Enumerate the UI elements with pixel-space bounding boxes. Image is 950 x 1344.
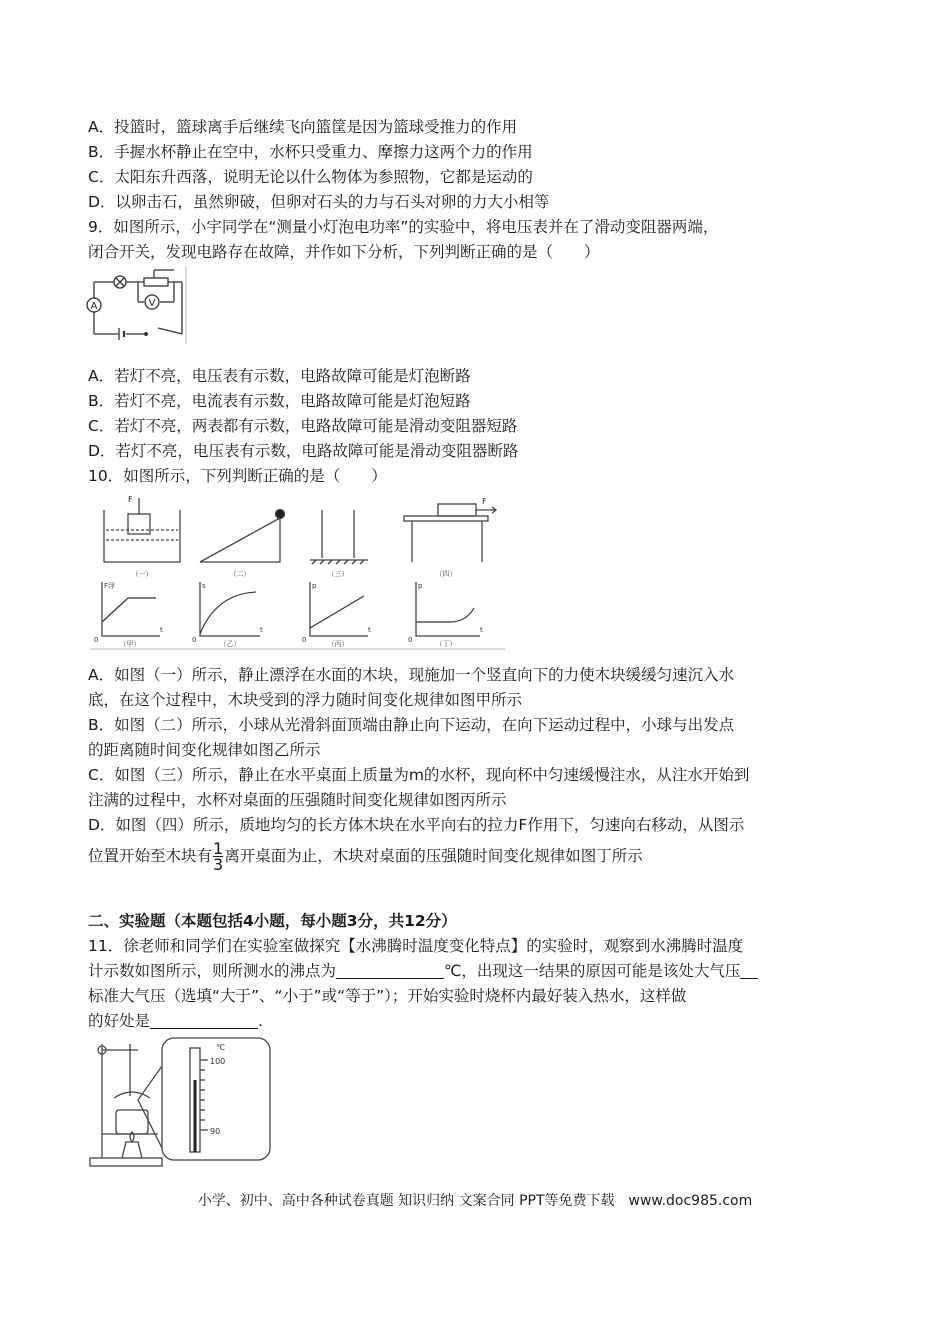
q10-option-d-line2 <box>88 841 643 872</box>
q10-curve-jia <box>102 598 156 622</box>
q10-graph-x-ding: t <box>480 626 483 634</box>
q10-option-c-line1: C．如图（三）所示，静止在水平桌面上质量为m的水杯，现向杯中匀速缓慢注水，从注水开始到 <box>88 766 750 784</box>
q9-option-a: A．若灯不亮，电压表有示数，电路故障可能是灯泡断路 <box>88 367 471 385</box>
q10-figure <box>90 490 505 650</box>
q9-circuit-figure <box>84 266 194 344</box>
q9-option-d: D．若灯不亮，电压表有示数，电路故障可能是滑动变阻器断路 <box>88 442 519 460</box>
q10-label-2: （二） <box>229 570 251 578</box>
q10-label-3: （三） <box>327 570 349 578</box>
q11-boiling-point-blank[interactable] <box>336 962 444 979</box>
q11-line2 <box>88 960 758 982</box>
q10-force-label-4: F <box>482 497 487 506</box>
q11-line4 <box>88 1010 263 1032</box>
q10-label-bing: （丙） <box>327 640 349 648</box>
q10-force-label-1: F <box>128 495 133 504</box>
q9-option-b: B．若灯不亮，电流表有示数，电路故障可能是灯泡短路 <box>88 392 471 410</box>
q10-option-d-line2-end: 离开桌面为止，木块对桌面的压强随时间变化规律如图丁所示 <box>224 847 643 865</box>
section-2-title: 二、实验题（本题包括4小题，每小题3分，共12分） <box>88 912 457 930</box>
q10-graph-y-ding: p <box>418 582 423 590</box>
q10-label-4: （四） <box>435 570 457 578</box>
q10-label-ding: （丁） <box>435 640 457 648</box>
q10-graph-x-yi: t <box>260 626 263 634</box>
voltmeter-label: V <box>148 298 156 309</box>
fraction-denominator: 3 <box>213 855 224 874</box>
fraction-numerator: 1 <box>213 839 224 858</box>
q10-stem: 10．如图所示，下列判断正确的是（ ） <box>88 467 387 485</box>
q10-graph-y-bing: p <box>312 582 317 590</box>
q11-line1: 11．徐老师和同学们在实验室做探究【水沸腾时温度变化特点】的实验时，观察到水沸腾时温度 <box>88 937 744 955</box>
q10-curve-yi <box>200 592 256 634</box>
q10-option-a-line1: A．如图（一）所示，静止漂浮在水面的木块，现施加一个竖直向下的力使木块缓缓匀速沉入水 <box>88 666 735 684</box>
q11-line4-end: . <box>258 1012 263 1030</box>
q10-option-c-line2: 注满的过程中，水杯对桌面的压强随时间变化规律如图丙所示 <box>88 791 507 809</box>
q11-boiling-apparatus-figure <box>88 1036 273 1168</box>
q10-option-d-line1: D．如图（四）所示，质地均匀的长方体木块在水平向右的拉力F作用下，匀速向右移动，从图示 <box>88 816 745 834</box>
q10-label-jia: （甲） <box>119 640 141 648</box>
one-third-fraction <box>213 841 223 872</box>
q9-option-c: C．若灯不亮，两表都有示数，电路故障可能是滑动变阻器短路 <box>88 417 518 435</box>
q10-curve-bing <box>310 596 364 628</box>
ammeter-label: A <box>90 301 98 312</box>
q10-origin-ding: 0 <box>408 636 413 644</box>
q10-graph-y-yi: s <box>202 582 206 590</box>
q10-label-1: （一） <box>131 570 153 578</box>
q10-option-b-line1: B．如图（二）所示，小球从光滑斜面顶端由静止向下运动，在向下运动过程中，小球与出发点 <box>88 716 735 734</box>
q11-line4-start: 的好处是 <box>88 1012 151 1030</box>
q10-option-b-line2: 的距离随时间变化规律如图乙所示 <box>88 741 321 759</box>
q11-line3: 标准大气压（选填“大于”、“小于”或“等于”）；开始实验时烧杯内最好装入热水，这样做 <box>88 987 687 1005</box>
page-footer: 小学、初中、高中各种试卷真题 知识归纳 文案合同 PPT等免费下载 www.doc985.com <box>197 1193 753 1209</box>
thermometer-100-label: 100 <box>210 1057 226 1066</box>
q10-origin-bing: 0 <box>302 636 307 644</box>
thermometer-90-label: 90 <box>210 1127 221 1136</box>
q8-option-a: A．投篮时，篮球离手后继续飞向篮筐是因为篮球受推力的作用 <box>88 118 518 136</box>
q10-origin-yi: 0 <box>192 636 197 644</box>
q9-stem-line2: 闭合开关，发现电路存在故障，并作如下分析，下列判断正确的是（ ） <box>88 243 600 261</box>
q10-graph-x-bing: t <box>368 626 371 634</box>
q10-option-a-line2: 底，在这个过程中，木块受到的浮力随时间变化规律如图甲所示 <box>88 691 523 709</box>
q10-origin-jia: 0 <box>94 636 99 644</box>
q10-label-yi: （乙） <box>219 640 241 648</box>
q9-stem-line1: 9．如图所示，小宇同学在“测量小灯泡电功率”的实验中，将电压表并在了滑动变阻器两端， <box>88 218 719 236</box>
thermometer-unit: ℃ <box>216 1043 225 1052</box>
q10-graph-x-jia: t <box>160 626 163 634</box>
q8-option-d: D．以卵击石，虽然卵破，但卵对石头的力与石头对卵的力大小相等 <box>88 193 550 211</box>
q8-option-c: C．太阳东升西落，说明无论以什么物体为参照物，它都是运动的 <box>88 168 533 186</box>
q10-graph-y-jia: F浮 <box>104 582 116 590</box>
q11-line2-middle: ℃，出现这一结果的原因可能是该处大气压 <box>444 962 741 980</box>
q11-benefit-blank[interactable] <box>150 1012 258 1029</box>
q8-option-b: B．手握水杯静止在空中，水杯只受重力、摩擦力这两个力的作用 <box>88 143 533 161</box>
q10-curve-ding <box>416 608 474 622</box>
q11-line2-start: 计示数如图所示，则所测水的沸点为 <box>88 962 337 980</box>
q10-option-d-line2-start: 位置开始至木块有 <box>88 847 213 865</box>
q11-pressure-blank[interactable] <box>740 962 758 979</box>
